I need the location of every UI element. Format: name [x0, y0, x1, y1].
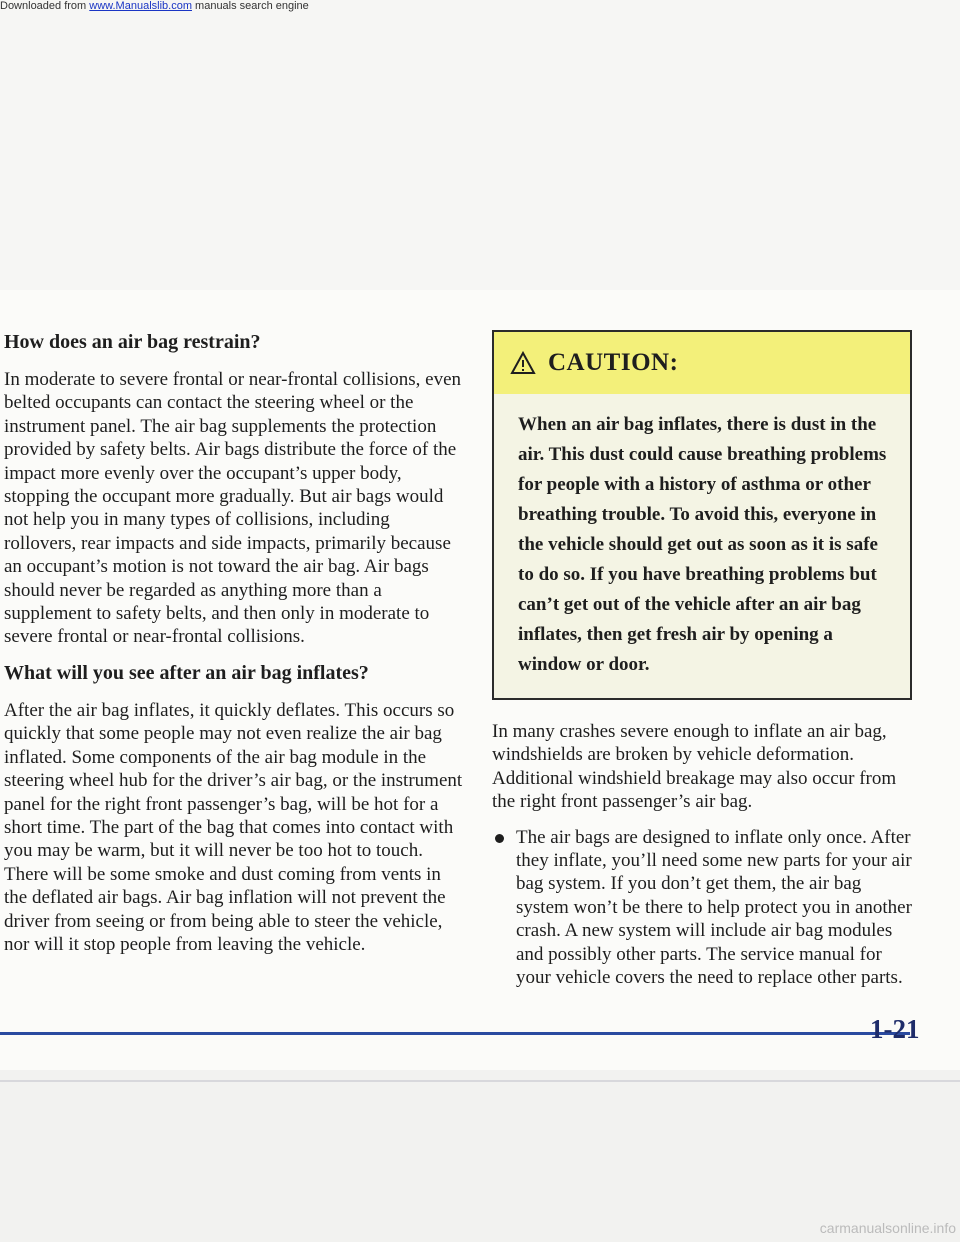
page-edge-line [0, 1080, 960, 1082]
bullet-inflate-once: The air bags are designed to inflate only once. After they inflate, you’ll need some new parts for your air bag system. If you don’t get them, the air bag system won’t be there to help protect you in another crash. A new system will include air bag modules and possibly other parts. The service manual for your vehicle covers the need to replace other parts. [516, 826, 912, 989]
footer-rule-right [250, 1032, 910, 1035]
paragraph-restrain: In moderate to severe frontal or near-frontal collisions, even belted occupants can contact the steering wheel or the instrument panel. The air bag supplements the protection provided by safety belts. Air bags distribute the force of the impact more evenly over the occupant’s upper body, stopping the occupant more gradually. But air bags would not help you in many types of collisions, including rollovers, rear impacts and side impacts, primarily because an occupant’s motion is not toward the air bag. Air bags should never be regarded as anything more than a supplement to safety belts, and then only in moderate to severe frontal or near-frontal collisions. [4, 369, 462, 648]
paragraph-after-inflates: After the air bag inflates, it quickly deflates. This occurs so quickly that some people may not even realize the air bag inflated. Some components of the air bag module in the steering wheel hub for the driver’s air bag, or the instrument panel for the right front passenger’s bag, will be hot for a short time. The part of the bag that comes into contact with you may be warm, but it will never be too hot to touch. There will be some smoke and dust coming from vents in the deflated air bags. Air bag inflation will not prevent the driver from seeing or from being able to steer the vehicle, nor will it stop people from leaving the vehicle. [4, 699, 463, 955]
bullet-icon [495, 834, 504, 843]
heading-how-restrain: How does an air bag restrain? [4, 331, 261, 353]
header-suffix: manuals search engine [191, 0, 309, 12]
bullet-item [492, 826, 912, 990]
header-prefix: Downloaded from [0, 0, 90, 12]
caution-header [494, 332, 910, 394]
download-header [0, 0, 309, 12]
warning-triangle-icon [510, 351, 536, 375]
page-number: 1-21 [870, 1014, 920, 1044]
right-column [492, 330, 912, 989]
watermark: carmanualsonline.info [819, 1220, 956, 1236]
manualslib-link[interactable]: www.Manualslib.com [89, 0, 192, 12]
top-margin [0, 0, 960, 290]
heading-after-inflates: What will you see after an air bag inflates? [4, 661, 369, 684]
footer-rule-left [0, 1032, 250, 1035]
paragraph-windshields: In many crashes severe enough to inflate an air bag, windshields are broken by vehicle deformation. Additional windshield breakage may also occur from the right front passenger’s air bag. [492, 721, 897, 813]
left-column [4, 330, 464, 968]
caution-text: When an air bag inflates, there is dust in the air. This dust could cause breathing problems for people with a history of asthma or other breathing trouble. To avoid this, everyone in the vehicle should get out as soon as it is safe to do so. If you have breathing problems but can’t get out of the vehicle after an air bag inflates, then get fresh air by opening a window or door. [494, 394, 910, 698]
bottom-margin [0, 1070, 960, 1242]
caution-title: CAUTION: [548, 349, 679, 376]
caution-box [492, 330, 912, 700]
